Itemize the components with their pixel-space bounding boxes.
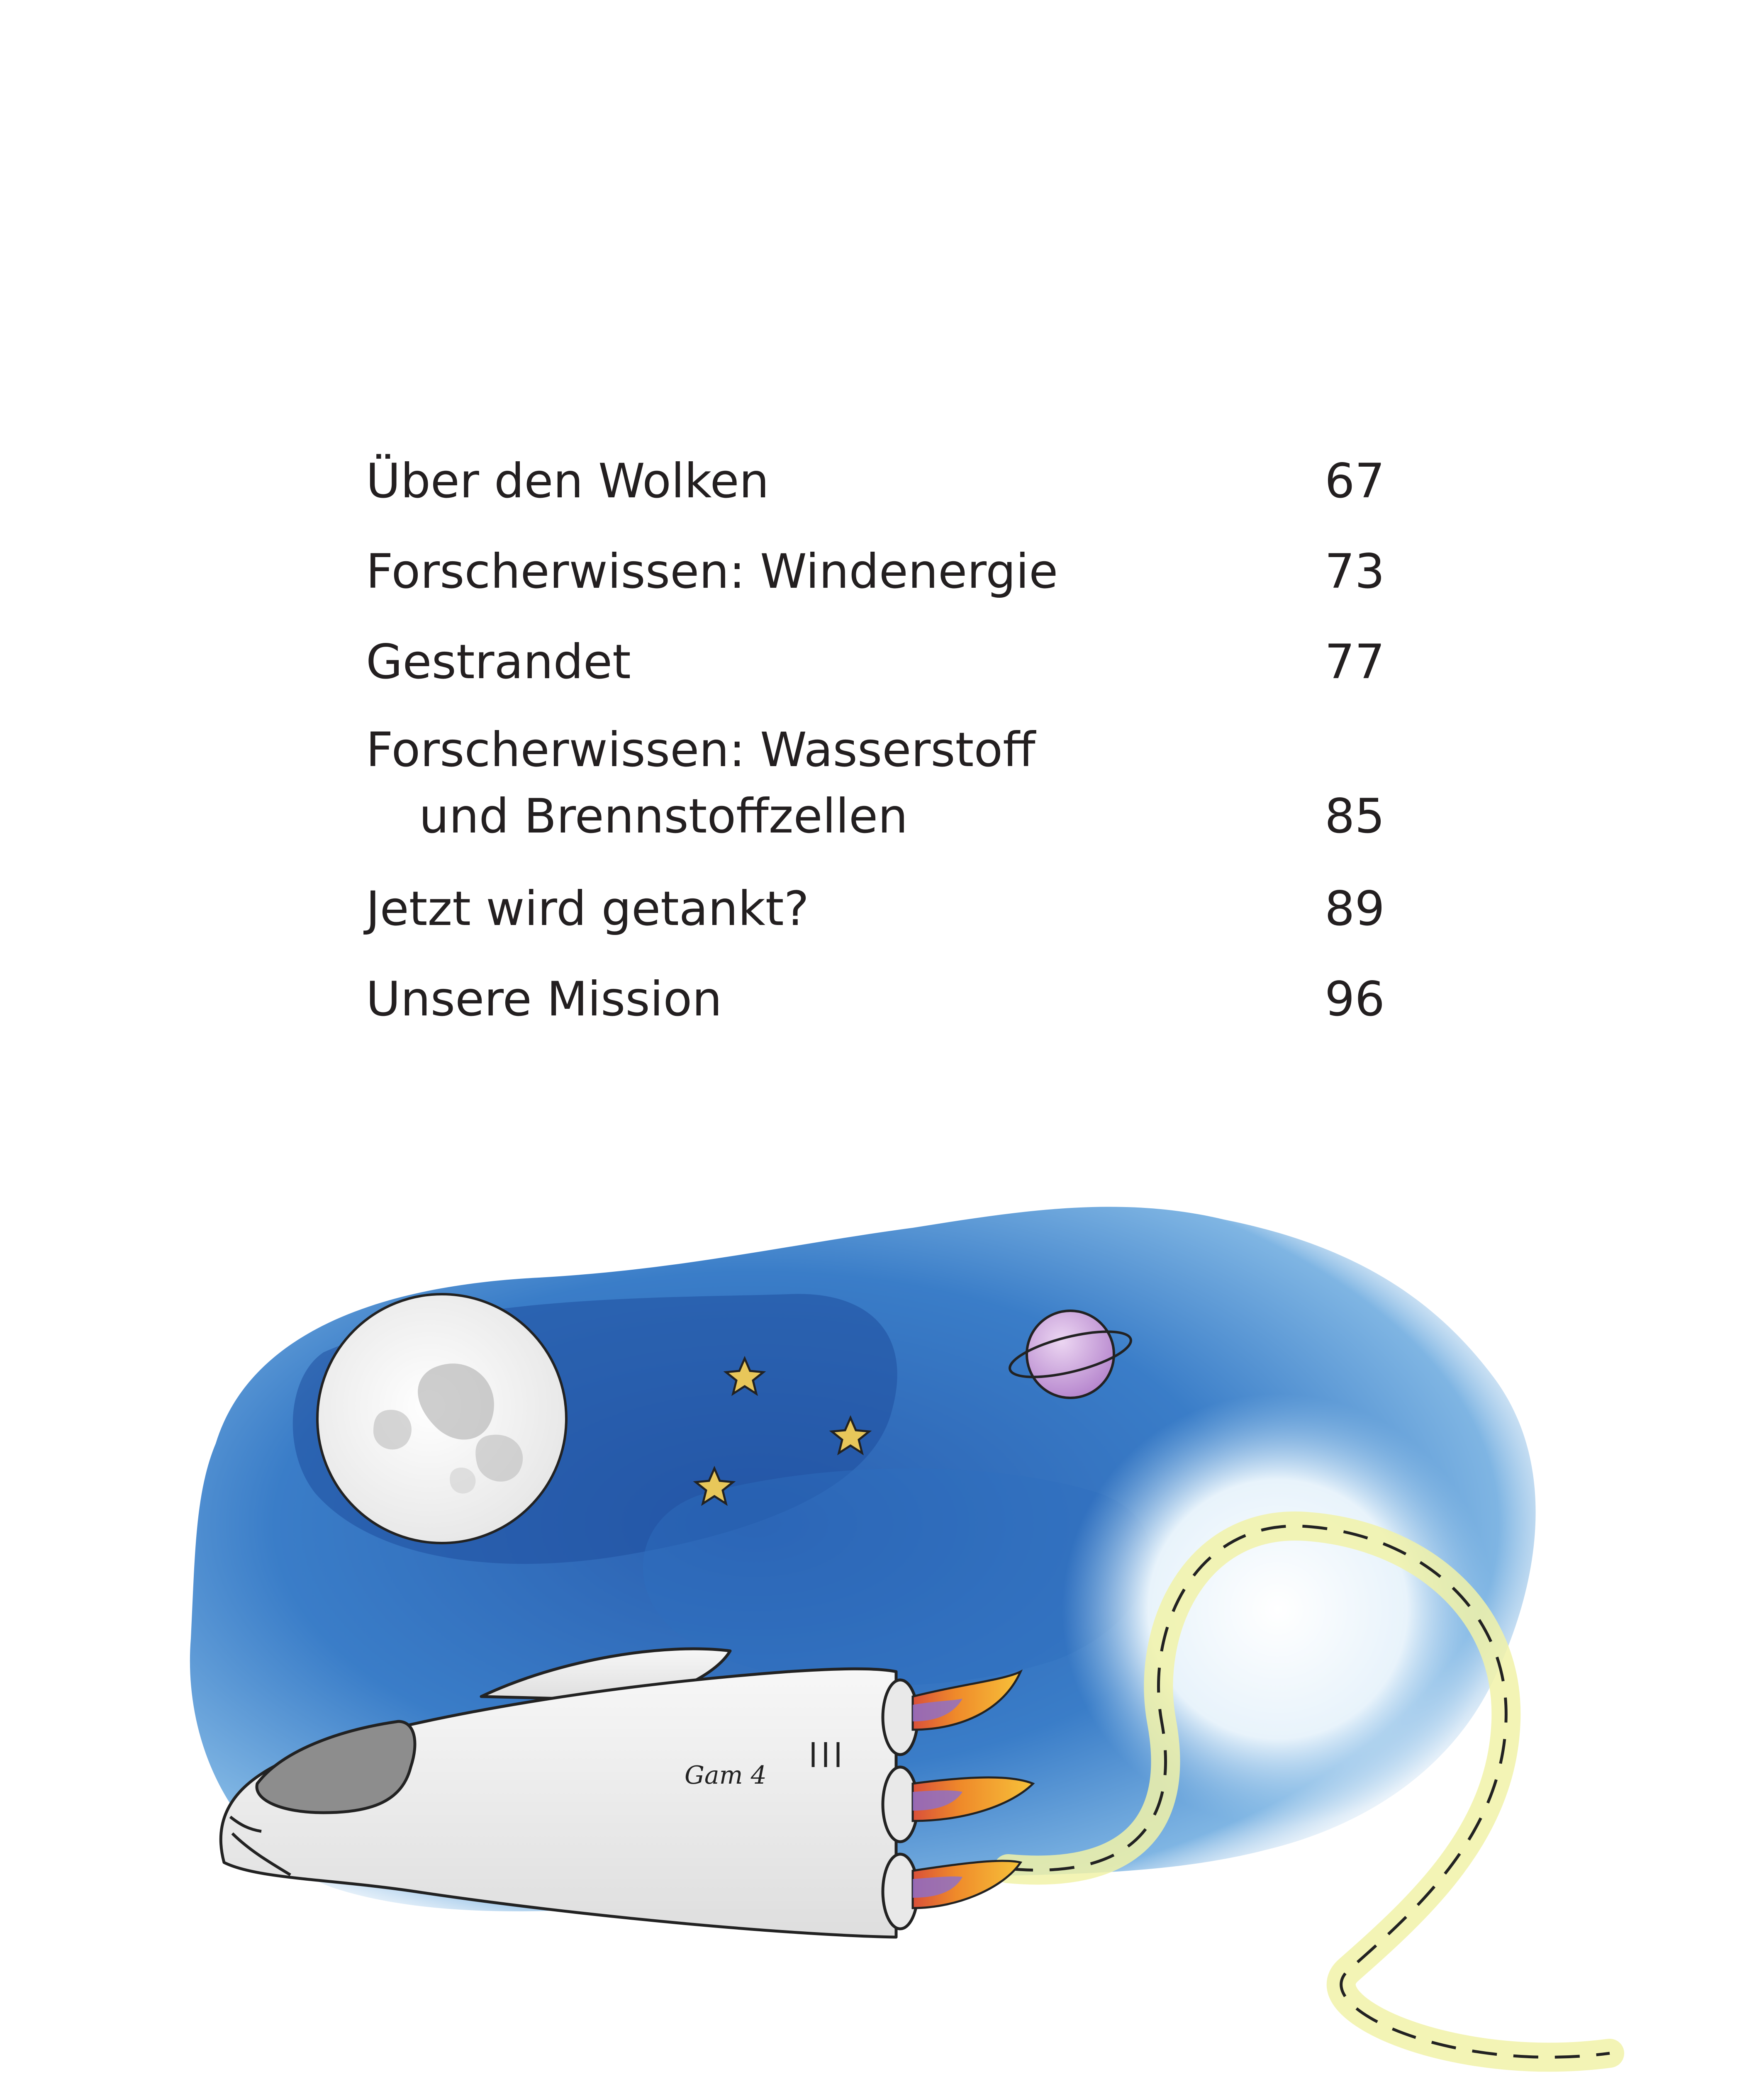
toc-entry[interactable]: [366, 629, 1385, 695]
space-shuttle-illustration: [0, 1120, 1764, 2074]
toc-entry-title: Über den Wolken: [366, 453, 769, 509]
toc-entry-page: 67: [1324, 453, 1385, 509]
toc-entry-title: Unsere Mission: [366, 971, 722, 1027]
toc-entry-title: Gestrandet: [366, 634, 631, 689]
toc-entry-page: 85: [1324, 789, 1385, 844]
toc-entry-title-line2: und Brennstoffzellen: [419, 789, 908, 844]
illustration-canvas: [0, 1120, 1764, 2074]
moon: [317, 1294, 566, 1543]
toc-entry[interactable]: [366, 538, 1385, 605]
toc-entry[interactable]: [366, 448, 1385, 514]
light-glow: [1062, 1394, 1494, 1825]
shuttle-signature: Gam 4: [685, 1761, 767, 1790]
toc-entry-title-line1: Forscherwissen: Wasserstoff: [366, 722, 1035, 777]
engine-flame-icon: [913, 1861, 1021, 1908]
toc-entry-title: Jetzt wird getankt?: [366, 881, 809, 936]
toc-entry-page: 89: [1324, 881, 1385, 936]
toc-entry-title: Forscherwissen: Windenergie: [366, 544, 1058, 599]
toc-entry[interactable]: [366, 876, 1385, 942]
toc-entry[interactable]: [366, 717, 1385, 850]
toc-entry-title: [366, 717, 1385, 850]
toc-entry-page: 73: [1324, 544, 1385, 599]
toc-entry[interactable]: [366, 966, 1385, 1032]
toc-entry-page: 77: [1324, 634, 1385, 689]
toc-entry-page: 96: [1324, 971, 1385, 1027]
